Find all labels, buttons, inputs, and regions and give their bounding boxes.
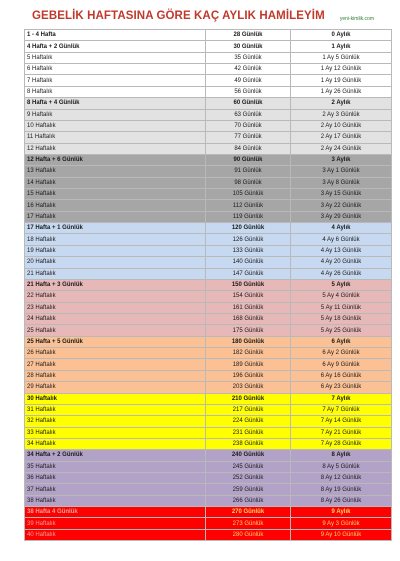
table-row [25, 291, 392, 302]
table-row [25, 52, 392, 63]
months-cell: 3 Ay 15 Günlük [291, 189, 392, 200]
months-cell: 6 Ay 23 Günlük [291, 382, 392, 393]
table-row [25, 382, 392, 393]
table-row [25, 473, 392, 484]
months-cell: 6 Ay 2 Günlük [291, 348, 392, 359]
week-cell: 34 Hafta + 2 Günlük [25, 450, 206, 461]
days-cell: 266 Günlük [206, 495, 291, 506]
days-cell: 60 Günlük [206, 98, 291, 109]
days-cell: 91 Günlük [206, 166, 291, 177]
months-cell: 6 Ay 9 Günlük [291, 359, 392, 370]
week-cell: 24 Haftalık [25, 313, 206, 324]
days-cell: 84 Günlük [206, 143, 291, 154]
days-cell: 112 Günlük [206, 200, 291, 211]
days-cell: 175 Günlük [206, 325, 291, 336]
months-cell: 1 Aylık [291, 41, 392, 52]
table-row [25, 223, 392, 234]
week-cell: 18 Haftalık [25, 234, 206, 245]
days-cell: 49 Günlük [206, 75, 291, 86]
table-body [25, 30, 392, 541]
days-cell: 182 Günlük [206, 348, 291, 359]
months-cell: 2 Ay 3 Günlük [291, 109, 392, 120]
months-cell: 5 Ay 18 Günlük [291, 313, 392, 324]
week-cell: 6 Haftalık [25, 64, 206, 75]
week-cell: 34 Haftalık [25, 438, 206, 449]
week-cell: 15 Haftalık [25, 189, 206, 200]
months-cell: 2 Ay 17 Günlük [291, 132, 392, 143]
months-cell: 9 Aylık [291, 507, 392, 518]
months-cell: 2 Aylık [291, 98, 392, 109]
months-cell: 4 Ay 20 Günlük [291, 257, 392, 268]
table-row [25, 154, 392, 165]
table-row [25, 132, 392, 143]
days-cell: 105 Günlük [206, 189, 291, 200]
week-cell: 33 Haftalık [25, 427, 206, 438]
week-cell: 21 Hafta + 3 Günlük [25, 279, 206, 290]
table-row [25, 495, 392, 506]
week-cell: 38 Haftalık [25, 495, 206, 506]
days-cell: 240 Günlük [206, 450, 291, 461]
week-cell: 12 Hafta + 6 Günlük [25, 154, 206, 165]
week-cell: 27 Haftalık [25, 359, 206, 370]
week-cell: 25 Hafta + 5 Günlük [25, 336, 206, 347]
week-cell: 13 Haftalık [25, 166, 206, 177]
table-row [25, 484, 392, 495]
week-cell: 21 Haftalık [25, 268, 206, 279]
days-cell: 35 Günlük [206, 52, 291, 63]
table-row [25, 438, 392, 449]
table-row [25, 41, 392, 52]
table-row [25, 416, 392, 427]
week-cell: 22 Haftalık [25, 291, 206, 302]
months-cell: 3 Aylık [291, 154, 392, 165]
months-cell: 7 Aylık [291, 393, 392, 404]
days-cell: 231 Günlük [206, 427, 291, 438]
months-cell: 2 Ay 24 Günlük [291, 143, 392, 154]
table-row [25, 234, 392, 245]
week-cell: 25 Haftalık [25, 325, 206, 336]
months-cell: 7 Ay 7 Günlük [291, 404, 392, 415]
months-cell: 8 Ay 5 Günlük [291, 461, 392, 472]
week-cell: 1 - 4 Hafta [25, 30, 206, 41]
months-cell: 7 Ay 14 Günlük [291, 416, 392, 427]
week-cell: 28 Haftalık [25, 370, 206, 381]
week-cell: 19 Haftalık [25, 245, 206, 256]
week-cell: 38 Hafta 4 Günlük [25, 507, 206, 518]
week-cell: 35 Haftalık [25, 461, 206, 472]
week-cell: 17 Hafta + 1 Günlük [25, 223, 206, 234]
header [22, 6, 378, 28]
days-cell: 203 Günlük [206, 382, 291, 393]
week-cell: 30 Haftalık [25, 393, 206, 404]
table-row [25, 518, 392, 529]
week-cell: 37 Haftalık [25, 484, 206, 495]
table-row [25, 64, 392, 75]
days-cell: 154 Günlük [206, 291, 291, 302]
week-cell: 14 Haftalık [25, 177, 206, 188]
week-cell: 31 Haftalık [25, 404, 206, 415]
table-row [25, 336, 392, 347]
table-row [25, 177, 392, 188]
months-cell: 5 Ay 4 Günlük [291, 291, 392, 302]
week-cell: 11 Haftalık [25, 132, 206, 143]
table-row [25, 98, 392, 109]
week-cell: 36 Haftalık [25, 473, 206, 484]
table-row [25, 143, 392, 154]
table-row [25, 325, 392, 336]
days-cell: 238 Günlük [206, 438, 291, 449]
days-cell: 140 Günlük [206, 257, 291, 268]
months-cell: 8 Ay 26 Günlük [291, 495, 392, 506]
table-row [25, 120, 392, 131]
months-cell: 9 Ay 3 Günlük [291, 518, 392, 529]
table-row [25, 370, 392, 381]
months-cell: 5 Ay 11 Günlük [291, 302, 392, 313]
months-cell: 1 Ay 12 Günlük [291, 64, 392, 75]
days-cell: 42 Günlük [206, 64, 291, 75]
week-cell: 26 Haftalık [25, 348, 206, 359]
months-cell: 3 Ay 29 Günlük [291, 211, 392, 222]
table-row [25, 427, 392, 438]
week-cell: 8 Hafta + 4 Günlük [25, 98, 206, 109]
days-cell: 196 Günlük [206, 370, 291, 381]
days-cell: 273 Günlük [206, 518, 291, 529]
days-cell: 180 Günlük [206, 336, 291, 347]
days-cell: 133 Günlük [206, 245, 291, 256]
months-cell: 8 Aylık [291, 450, 392, 461]
days-cell: 28 Günlük [206, 30, 291, 41]
months-cell: 7 Ay 28 Günlük [291, 438, 392, 449]
table-row [25, 461, 392, 472]
table-row [25, 189, 392, 200]
months-cell: 4 Ay 13 Günlük [291, 245, 392, 256]
table-row [25, 313, 392, 324]
months-cell: 3 Ay 8 Günlük [291, 177, 392, 188]
days-cell: 77 Günlük [206, 132, 291, 143]
table-row [25, 245, 392, 256]
days-cell: 270 Günlük [206, 507, 291, 518]
table-row [25, 200, 392, 211]
week-cell: 4 Hafta + 2 Günlük [25, 41, 206, 52]
days-cell: 252 Günlük [206, 473, 291, 484]
table-row [25, 529, 392, 540]
days-cell: 280 Günlük [206, 529, 291, 540]
months-cell: 6 Aylık [291, 336, 392, 347]
days-cell: 30 Günlük [206, 41, 291, 52]
week-cell: 16 Haftalık [25, 200, 206, 211]
months-cell: 5 Ay 25 Günlük [291, 325, 392, 336]
months-cell: 8 Ay 12 Günlük [291, 473, 392, 484]
site-watermark: yeni-kimlik.com [339, 16, 374, 22]
table-row [25, 359, 392, 370]
table-row [25, 393, 392, 404]
week-cell: 32 Haftalık [25, 416, 206, 427]
table-row [25, 211, 392, 222]
days-cell: 126 Günlük [206, 234, 291, 245]
week-cell: 23 Haftalık [25, 302, 206, 313]
table-row [25, 166, 392, 177]
table-row [25, 404, 392, 415]
week-cell: 5 Haftalık [25, 52, 206, 63]
week-cell: 39 Haftalık [25, 518, 206, 529]
months-cell: 4 Ay 6 Günlük [291, 234, 392, 245]
days-cell: 63 Günlük [206, 109, 291, 120]
days-cell: 90 Günlük [206, 154, 291, 165]
pregnancy-table-wrap [24, 29, 376, 541]
months-cell: 9 Ay 10 Günlük [291, 529, 392, 540]
table-row [25, 268, 392, 279]
months-cell: 4 Ay 26 Günlük [291, 268, 392, 279]
months-cell: 0 Aylık [291, 30, 392, 41]
table-row [25, 507, 392, 518]
days-cell: 150 Günlük [206, 279, 291, 290]
months-cell: 8 Ay 19 Günlük [291, 484, 392, 495]
days-cell: 56 Günlük [206, 86, 291, 97]
months-cell: 3 Ay 1 Günlük [291, 166, 392, 177]
table-row [25, 30, 392, 41]
table-row [25, 302, 392, 313]
table-row [25, 348, 392, 359]
days-cell: 245 Günlük [206, 461, 291, 472]
months-cell: 4 Aylık [291, 223, 392, 234]
days-cell: 210 Günlük [206, 393, 291, 404]
pregnancy-week-table [24, 29, 392, 541]
week-cell: 17 Haftalık [25, 211, 206, 222]
table-row [25, 450, 392, 461]
days-cell: 70 Günlük [206, 120, 291, 131]
table-row [25, 75, 392, 86]
days-cell: 119 Günlük [206, 211, 291, 222]
week-cell: 8 Haftalık [25, 86, 206, 97]
week-cell: 10 Haftalık [25, 120, 206, 131]
days-cell: 120 Günlük [206, 223, 291, 234]
days-cell: 217 Günlük [206, 404, 291, 415]
table-row [25, 257, 392, 268]
table-row [25, 86, 392, 97]
days-cell: 147 Günlük [206, 268, 291, 279]
days-cell: 168 Günlük [206, 313, 291, 324]
page-title: GEBELİK HAFTASINA GÖRE KAÇ AYLIK HAMİLEYİM [32, 10, 325, 22]
days-cell: 259 Günlük [206, 484, 291, 495]
days-cell: 161 Günlük [206, 302, 291, 313]
months-cell: 5 Aylık [291, 279, 392, 290]
months-cell: 2 Ay 10 Günlük [291, 120, 392, 131]
week-cell: 7 Haftalık [25, 75, 206, 86]
days-cell: 98 Günlük [206, 177, 291, 188]
months-cell: 6 Ay 16 Günlük [291, 370, 392, 381]
table-row [25, 109, 392, 120]
months-cell: 1 Ay 19 Günlük [291, 75, 392, 86]
week-cell: 20 Haftalık [25, 257, 206, 268]
week-cell: 12 Haftalık [25, 143, 206, 154]
months-cell: 1 Ay 26 Günlük [291, 86, 392, 97]
days-cell: 224 Günlük [206, 416, 291, 427]
week-cell: 9 Haftalık [25, 109, 206, 120]
days-cell: 189 Günlük [206, 359, 291, 370]
months-cell: 1 Ay 5 Günlük [291, 52, 392, 63]
months-cell: 3 Ay 22 Günlük [291, 200, 392, 211]
table-row [25, 279, 392, 290]
months-cell: 7 Ay 21 Günlük [291, 427, 392, 438]
week-cell: 29 Haftalık [25, 382, 206, 393]
week-cell: 40 Haftalık [25, 529, 206, 540]
